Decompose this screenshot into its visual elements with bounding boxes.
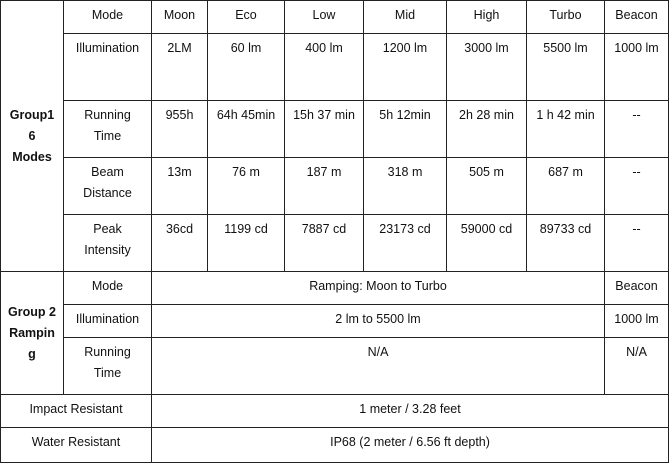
group2-running-time-value: N/A — [152, 338, 605, 395]
table-cell: 60 lm — [208, 34, 285, 101]
group2-mode-value: Ramping: Moon to Turbo — [152, 272, 605, 305]
mode-eco-header: Eco — [208, 1, 285, 34]
table-cell: 2h 28 min — [447, 101, 527, 158]
mode-high-header: High — [447, 1, 527, 34]
illumination-row — [1, 34, 669, 101]
running-time-label-line2: Time — [93, 129, 122, 143]
water-resistant-row — [1, 428, 669, 463]
table-cell: 15h 37 min — [285, 101, 364, 158]
group1-label — [1, 1, 64, 272]
mode-mid-header: Mid — [364, 1, 447, 34]
illumination-label: Illumination — [64, 34, 152, 101]
group1-header-row — [1, 1, 669, 34]
running-time-row — [1, 101, 669, 158]
table-cell: 2LM — [152, 34, 208, 101]
peak-intensity-label — [64, 215, 152, 272]
table-cell: 13m — [152, 158, 208, 215]
table-cell: 76 m — [208, 158, 285, 215]
group2-mode-label: Mode — [64, 272, 152, 305]
group1-label-line3: Modes — [12, 149, 52, 164]
group2-running-time-beacon: N/A — [605, 338, 669, 395]
table-cell: 687 m — [527, 158, 605, 215]
impact-resistant-label: Impact Resistant — [1, 395, 152, 428]
mode-turbo-header: Turbo — [527, 1, 605, 34]
table-cell: 318 m — [364, 158, 447, 215]
table-cell: 187 m — [285, 158, 364, 215]
table-cell: 1 h 42 min — [527, 101, 605, 158]
water-resistant-value: IP68 (2 meter / 6.56 ft depth) — [152, 428, 669, 463]
mode-header: Mode — [64, 1, 152, 34]
group1-label-line2: 6 — [28, 128, 36, 143]
beam-distance-label-line2: Distance — [83, 186, 132, 200]
water-resistant-label: Water Resistant — [1, 428, 152, 463]
mode-low-header: Low — [285, 1, 364, 34]
group2-running-time-label-line2: Time — [93, 366, 122, 380]
group2-mode-beacon: Beacon — [605, 272, 669, 305]
table-cell: 955h — [152, 101, 208, 158]
mode-beacon-header: Beacon — [605, 1, 669, 34]
group2-illumination-beacon: 1000 lm — [605, 305, 669, 338]
table-cell: 5500 lm — [527, 34, 605, 101]
table-cell: 3000 lm — [447, 34, 527, 101]
table-cell: 5h 12min — [364, 101, 447, 158]
table-cell: 7887 cd — [285, 215, 364, 272]
table-cell: 59000 cd — [447, 215, 527, 272]
group2-illumination-label: Illumination — [64, 305, 152, 338]
beam-distance-label-line1: Beam — [91, 165, 124, 179]
table-cell: -- — [605, 101, 669, 158]
peak-intensity-row — [1, 215, 669, 272]
impact-resistant-value: 1 meter / 3.28 feet — [152, 395, 669, 428]
beam-distance-label — [64, 158, 152, 215]
table-cell: 23173 cd — [364, 215, 447, 272]
table-cell: 1000 lm — [605, 34, 669, 101]
group1-label-line1: Group1 — [9, 107, 55, 122]
group2-running-time-label-line1: Running — [84, 345, 131, 359]
group2-label — [1, 272, 64, 395]
group2-label-line1: Group 2 — [8, 304, 56, 319]
group2-running-time-row — [1, 338, 669, 395]
group2-running-time-label — [64, 338, 152, 395]
table-cell: 1200 lm — [364, 34, 447, 101]
peak-intensity-label-line2: Intensity — [84, 243, 131, 257]
group2-illumination-value: 2 lm to 5500 lm — [152, 305, 605, 338]
table-cell: 64h 45min — [208, 101, 285, 158]
table-cell: 1199 cd — [208, 215, 285, 272]
table-cell: 89733 cd — [527, 215, 605, 272]
group2-label-line2: Rampin — [9, 325, 55, 340]
group2-illumination-row — [1, 305, 669, 338]
group2-mode-row — [1, 272, 669, 305]
running-time-label-line1: Running — [84, 108, 131, 122]
mode-moon-header: Moon — [152, 1, 208, 34]
running-time-label — [64, 101, 152, 158]
table-cell: 36cd — [152, 215, 208, 272]
table-cell: -- — [605, 215, 669, 272]
beam-distance-row — [1, 158, 669, 215]
peak-intensity-label-line1: Peak — [93, 222, 122, 236]
table-cell: 505 m — [447, 158, 527, 215]
table-cell: 400 lm — [285, 34, 364, 101]
table-cell: -- — [605, 158, 669, 215]
impact-resistant-row — [1, 395, 669, 428]
group2-label-line3: g — [28, 346, 36, 361]
